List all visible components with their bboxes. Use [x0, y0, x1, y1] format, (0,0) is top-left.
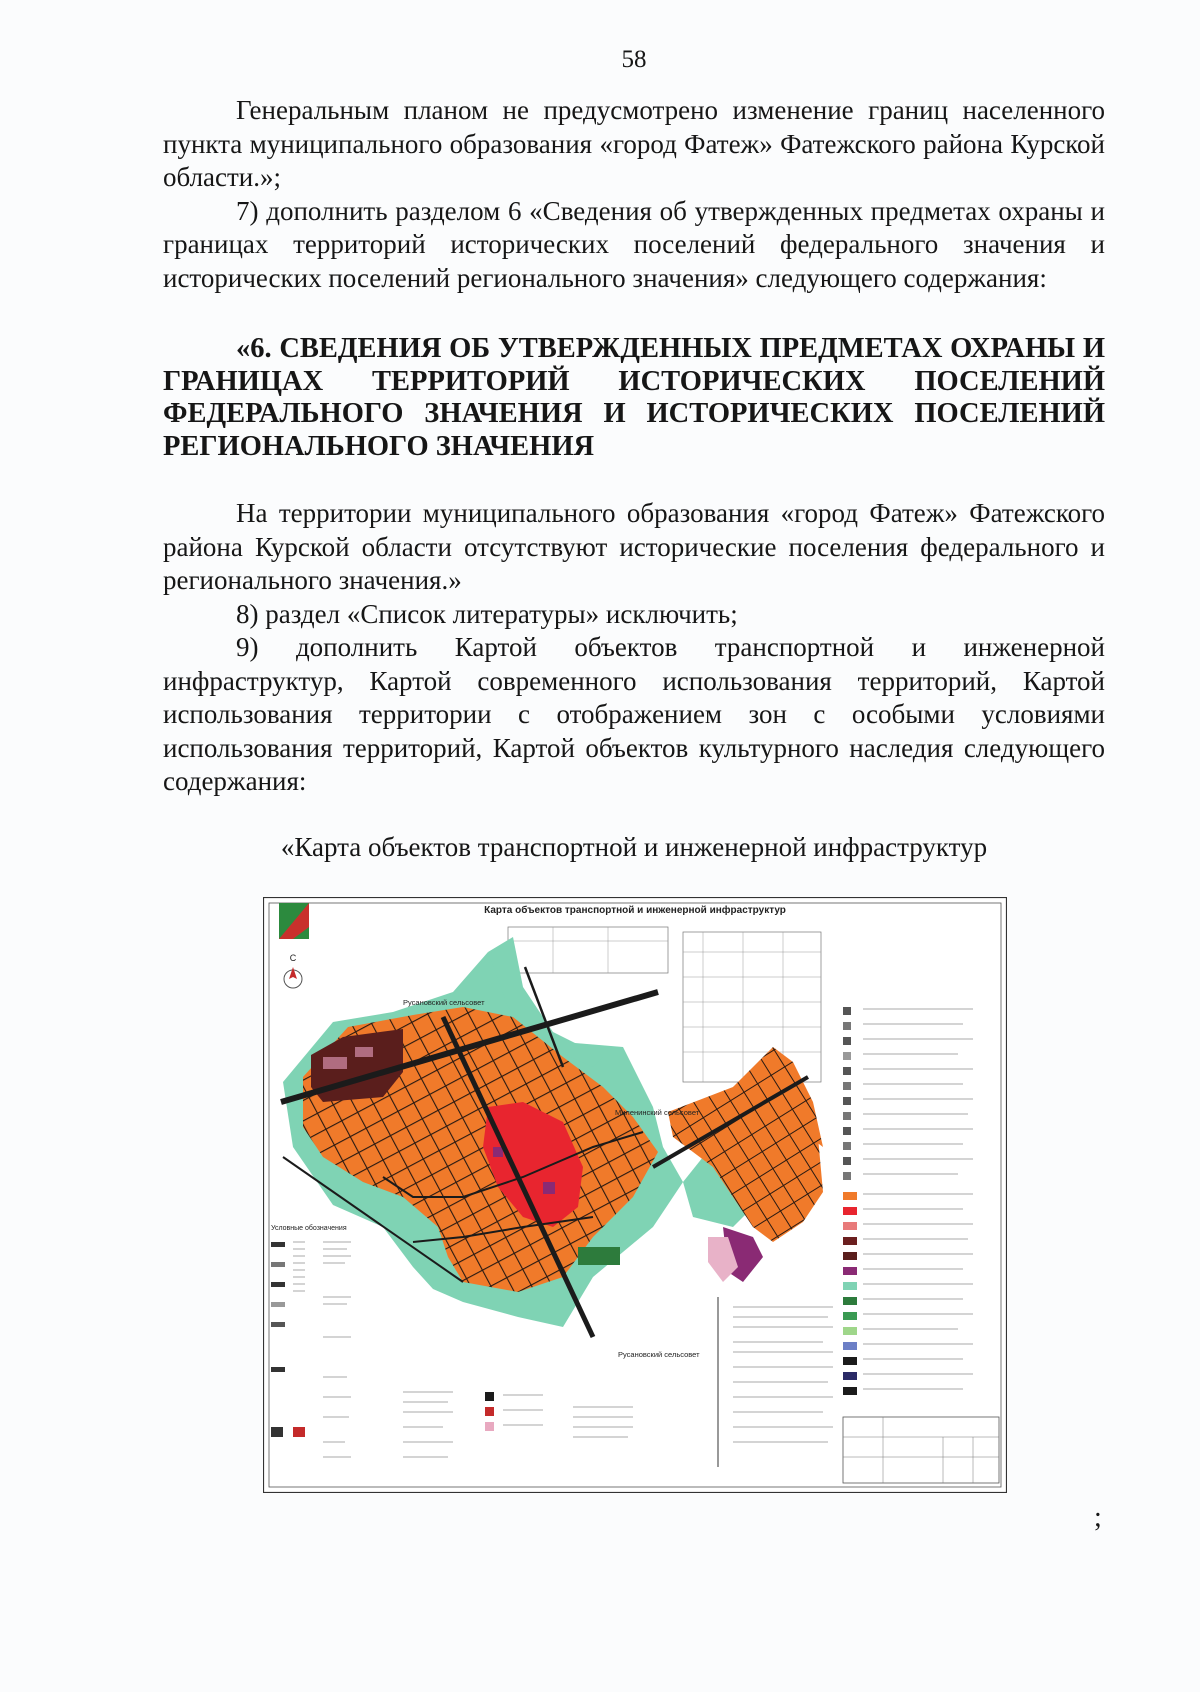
north-label: С — [289, 953, 297, 963]
trailing-semicolon: ; — [1094, 1502, 1102, 1533]
section-heading: «6. СВЕДЕНИЯ ОБ УТВЕРЖДЕННЫХ ПРЕДМЕТАХ ОХРАНЫ И ГРАНИЦАХ ТЕРРИТОРИЙ ИСТОРИЧЕСКИХ ПОСЕЛЕНИЙ ФЕДЕРАЛЬНОГО ЗНАЧЕНИЯ И ИСТОРИЧЕСКИХ ПОСЕЛЕНИЙ РЕГИОНАЛЬНОГО ЗНАЧЕНИЯ — [163, 333, 1105, 462]
body-paragraphs — [163, 497, 1105, 799]
page-number: 58 — [621, 46, 647, 73]
paragraph-item-7: 7) дополнить разделом 6 «Сведения об утвержденных предметах охраны и границах территорий исторических поселений федерального значения и исторических поселений регионального значения» следующего содержания: — [163, 195, 1105, 293]
paragraph-item-8: 8) раздел «Список литературы» исключить; — [236, 598, 738, 629]
label-region-s: Русановский сельсовет — [618, 1350, 700, 1359]
label-region-e: Миленинский сельсовет — [615, 1108, 700, 1117]
title-block — [843, 1417, 999, 1483]
map-caption: «Карта объектов транспортной и инженерной инфраструктур — [280, 832, 988, 862]
paragraph-boundary-note: Генеральным планом не предусмотрено изменение границ населенного пункта муниципального образования «город Фатеж» Фатежского района Курской области.»; — [163, 95, 1105, 192]
intro-paragraphs — [163, 94, 1105, 295]
coat-of-arms-emblem — [279, 903, 309, 939]
map-title: Карта объектов транспортной и инженерной инфраструктур — [484, 905, 786, 916]
paragraph-historic-settlements: На территории муниципального образования «город Фатеж» Фатежского района Курской области отсутствуют исторические поселения федерального и регионального значения.» — [163, 498, 1105, 595]
paragraph-item-9: 9) дополнить Картой объектов транспортной и инженерной инфраструктур, Картой современного использования территорий, Картой использования территории с отображением зон с особыми условиями использования территорий, Картой объектов культурного наследия следующего содержания: — [163, 632, 1105, 796]
label-region-nw: Русановский сельсовет — [403, 998, 485, 1007]
infrastructure-map — [263, 897, 1007, 1493]
legend-left-title: Условные обозначения — [271, 1225, 347, 1232]
